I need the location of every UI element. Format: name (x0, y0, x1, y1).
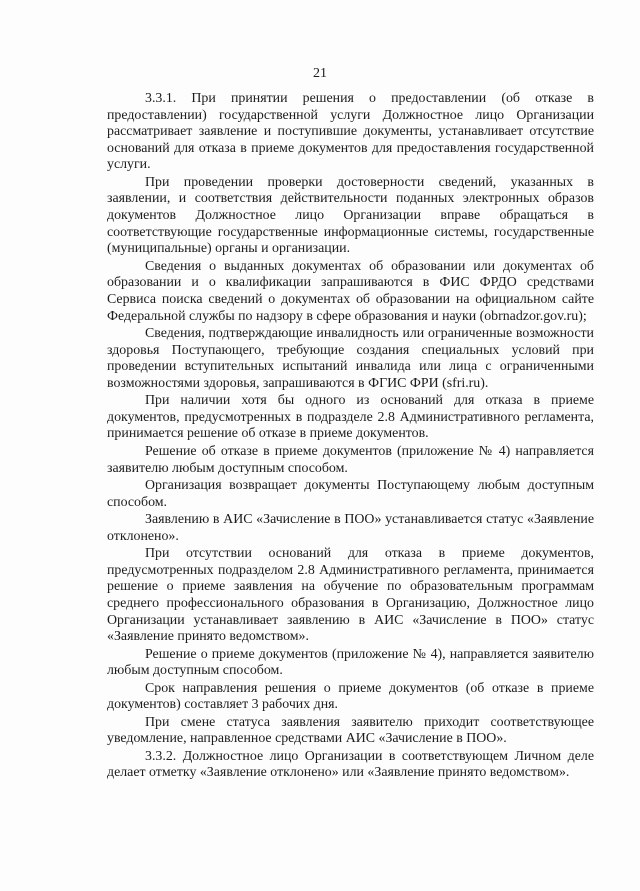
paragraph: Сведения о выданных документах об образовании или документах об образовании и о квалификации запрашиваются в ФИС ФРДО средствами Сервиса поиска сведений о документах об образовании на официальном сайте Федеральной службы по надзору в сфере образования и науки (obrnadzor.gov.ru); (107, 258, 594, 324)
paragraph: Заявлению в АИС «Зачисление в ПОО» устанавливается статус «Заявление отклонено». (107, 512, 594, 544)
paragraph-3-3-2: 3.3.2. Должностное лицо Организации в соответствующем Личном деле делает отметку «Заявление отклонено» или «Заявление принято ведомством». (107, 748, 594, 781)
paragraph: При смене статуса заявления заявителю приходит соответствующее уведомление, направленное средствами АИС «Зачисление в ПОО». (107, 714, 594, 747)
paragraph: Сведения, подтверждающие инвалидность или ограниченные возможности здоровья Поступающего, требующие создания специальных условий при проведении вступительных испытаний инвалида или лица с ограниченными возможностями здоровья, запрашиваются в ФГИС ФРИ (sfri.ru). (107, 325, 594, 391)
paragraph: При проведении проверки достоверности сведений, указанных в заявлении, и соответствия действительности поданных электронных образов документов Должностное лицо Организации вправе обращаться в соответствующие государственные информационные системы, государственные (муниципальные) органы и организации. (107, 174, 594, 257)
paragraph: Срок направления решения о приеме документов (об отказе в приеме документов) составляет 3 рабочих дня. (107, 680, 594, 713)
document-body (107, 91, 594, 783)
paragraph: При отсутствии оснований для отказа в приеме документов, предусмотренных подразделом 2.8 Административного регламента, принимается решение о приеме заявления на обучение по образовательным программам среднего профессионального образования в Организацию, Должностное лицо Организации устанавливает заявлению в АИС «Зачисление в ПОО» статус «Заявление принято ведомством». (107, 546, 594, 645)
paragraph: При наличии хотя бы одного из оснований для отказа в приеме документов, предусмотренных в подразделе 2.8 Административного регламента, принимается решение об отказе в приеме документов. (107, 393, 594, 442)
paragraph-3-3-1: 3.3.1. При принятии решения о предоставлении (об отказе в предоставлении) государственной услуги Должностное лицо Организации рассматривает заявление и поступившие документы, устанавливает отсутствие оснований для отказа в приеме документов для предоставления государственной услуги. (107, 91, 594, 173)
page-number: 21 (313, 66, 327, 81)
paragraph: Организация возвращает документы Поступающему любым доступным способом. (107, 478, 594, 510)
paragraph: Решение об отказе в приеме документов (приложение № 4) направляется заявителю любым доступным способом. (107, 443, 594, 476)
paragraph: Решение о приеме документов (приложение № 4), направляется заявителю любым доступным способом. (107, 646, 594, 679)
